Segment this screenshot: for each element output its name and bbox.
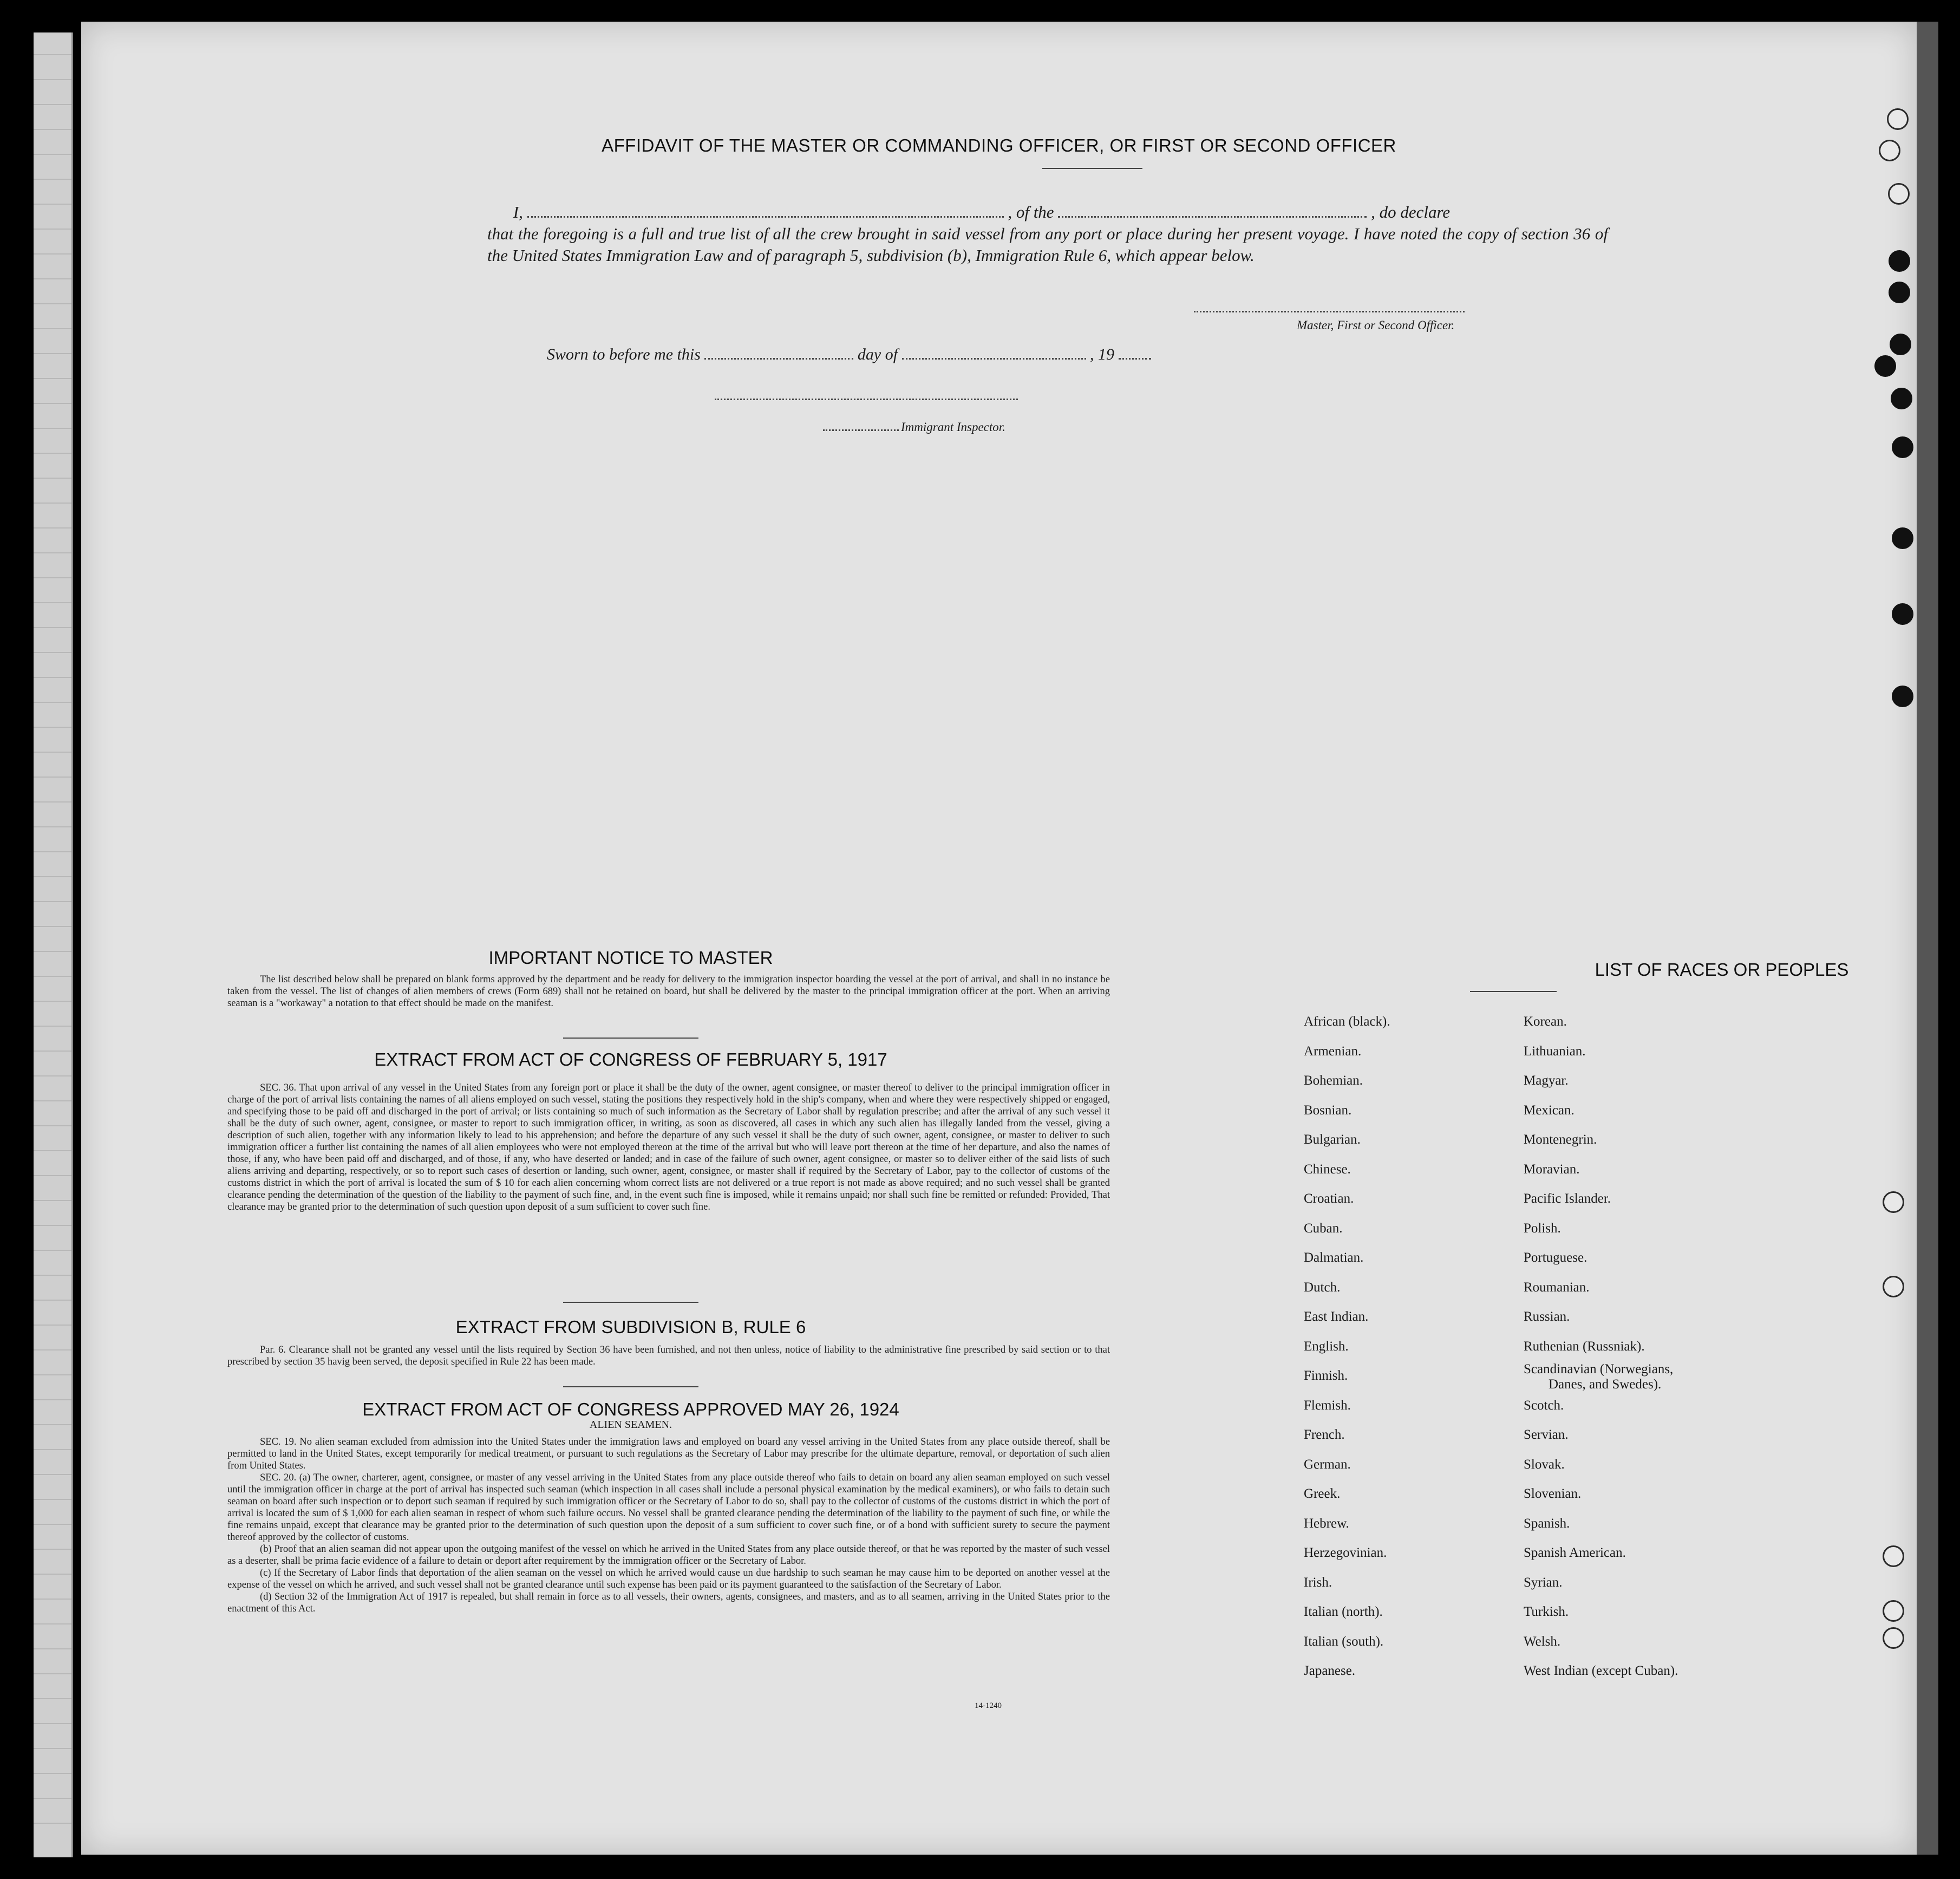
race-right: Servian.: [1524, 1427, 1569, 1442]
sec-19-paragraph: SEC. 19. No alien seaman excluded from admission into the United States under the immigration laws and employed on board any vessel arriving in the United States from any place outside thereof, shall be permitted to land in the United States, except temporarily for medical treatment, or pursuant to such regulations as the Secretary of Labor may prescribe for the ultimate departure, removal, or deportation of such alien from United States.: [227, 1437, 1110, 1471]
ruling-line: [34, 677, 71, 678]
race-right: Polish.: [1524, 1221, 1561, 1236]
binder-hole-icon: [1892, 436, 1913, 458]
ruling-line: [34, 1474, 71, 1475]
sec-20b-paragraph: (b) Proof that an alien seaman did not appear upon the outgoing manifest of the vessel on which he arrived in the United States from any place outside thereof, or that he was reported by the master of such vessel as a deserter, shall be prima facie evidence of a failure to detain or deport after requirement by the immigration officer or the Secretary of Labor.: [227, 1544, 1110, 1567]
binder-hole-icon: [1879, 140, 1900, 161]
race-left: Croatian.: [1304, 1191, 1354, 1206]
race-left: Bohemian.: [1304, 1073, 1363, 1088]
ruling-line: [34, 1698, 71, 1699]
race-right: Slovenian.: [1524, 1486, 1582, 1501]
ruling-line: [34, 926, 71, 927]
extract-1917-rule: [563, 1302, 698, 1303]
sec-20a-paragraph: SEC. 20. (a) The owner, charterer, agent, consignee, or master of any vessel arriving in the United States from any place outside thereof who fails to detain on board any alien seaman employed on such vessel until the immigration officer in charge at the port of arrival has inspected such seaman (which inspection in all cases shall include a personal physical examination by the medical examiners), or who fails to detain such seaman on board after such inspection or to deport such seaman if required by such immigration officer or the Secretary of Labor to do so, shall pay to the collector of customs of the customs district in which the port of arrival is located the sum of $ 1,000 for each alien seaman in respect of whom such failure occurs. No vessel shall be granted clearance pending the determination of the liability to the payment of such fine, or while the fine remains unpaid, except that clearance may be granted prior to the determination of such question upon the deposit of a sum sufficient to cover such fine, or of a bond with sufficient surety to secure the payment thereof approved by the collector of customs.: [227, 1472, 1110, 1543]
ruling-line: [34, 1100, 71, 1101]
ruling-line: [34, 1200, 71, 1201]
ruling-line: [34, 1374, 71, 1375]
ruling-line: [34, 1225, 71, 1226]
ruling-line: [34, 1798, 71, 1799]
binder-hole-icon: [1891, 388, 1912, 409]
inspector-caption-row: [823, 420, 1005, 434]
ruling-line: [34, 1026, 71, 1027]
notice-rule: [563, 1038, 698, 1039]
ruling-line: [34, 1349, 71, 1350]
binder-hole-icon: [1883, 1276, 1904, 1297]
ruling-line: [34, 1524, 71, 1525]
affidavit-body: [487, 201, 1608, 266]
binder-hole-icon: [1883, 1545, 1904, 1567]
sworn-line: [547, 345, 1151, 364]
ruling-line: [34, 1175, 71, 1176]
document-page: [81, 22, 1917, 1855]
race-left: Dutch.: [1304, 1280, 1341, 1295]
ruling-line: [34, 104, 71, 105]
extract-rule6-title: EXTRACT FROM SUBDIVISION B, RULE 6: [455, 1317, 806, 1337]
ruling-line: [34, 901, 71, 902]
notice-title: IMPORTANT NOTICE TO MASTER: [488, 948, 773, 968]
underlying-page-edge: [34, 32, 73, 1857]
race-right: Lithuanian.: [1524, 1044, 1586, 1059]
ruling-line: [34, 1424, 71, 1425]
binder-hole-icon: [1874, 355, 1896, 377]
race-left: German.: [1304, 1457, 1351, 1472]
race-left: Herzegovinian.: [1304, 1545, 1387, 1560]
ruling-line: [34, 478, 71, 479]
race-left: Italian (north).: [1304, 1604, 1383, 1619]
race-right: Turkish.: [1524, 1604, 1569, 1619]
title-rule: [1042, 168, 1142, 169]
month-blank[interactable]: [902, 358, 1086, 360]
ruling-line: [34, 1075, 71, 1076]
race-left: Hebrew.: [1304, 1516, 1349, 1531]
ruling-line: [34, 1773, 71, 1774]
binder-hole-icon: [1887, 108, 1909, 130]
ruling-line: [34, 552, 71, 553]
race-right: Spanish.: [1524, 1516, 1570, 1531]
sec-20c-paragraph: (c) If the Secretary of Labor finds that deportation of the alien seaman on the vessel on which he arrived would cause un due hardship to such seaman he may cause him to be deported on another vessel at the expense of the vessel on which he arrived, and such vessel shall not be granted clearance until such expense has been paid or its payment guaranteed to the satisfaction of the Secretary of Labor.: [227, 1568, 1110, 1590]
ruling-line: [34, 627, 71, 628]
inspector-caption: Immigrant Inspector.: [901, 420, 1005, 434]
section-36-paragraph: SEC. 36. That upon arrival of any vessel in the United States from any foreign port or place it shall be the duty of the owner, agent consignee, or master thereof to deliver to the principal immigration officer in charge of the port of arrival lists containing the names of all aliens employed on such vessel, stating the positions they respectively hold in the ship's company, when and where they were respectively shipped or engaged, and specifying those to be paid off and discharged in the port of arrival; or lists containing so much of such information as the Secretary of Labor shall by regulation prescribe; and after the arrival of any such vessel it shall be the duty of such owner, agent, consignee, or master to report to such immigration officer, in writing, as soon as discovered, all cases in which any such alien has illegally landed from the vessel, giving a description of such alien, together with any information likely to lead to his apprehension; and before the departure of any such vessel it shall be the duty of such owner, agent, consignee, or master to deliver to such immigration officer a further list containing the names of all alien employees who were not employed thereon at the time of the arrival but who will leave port thereon at the time of her departure, and also the names of those, if any, who have been paid off and discharged, and of those, if any, who have deserted or landed; and in case of the failure of such owner, agent consignee, or master so to deliver either of the said lists of such aliens arriving and departing, respectively, or so to report such cases of desertion or landing, such owner, agent, consignee, or master shall if required by the Secretary of Labor, pay to the collector of customs of the customs district in which the port of arrival is located the sum of $ 10 for each alien concerning whom correct lists are not delivered or a true report is not made as above required; and no such vessel shall be granted clearance pending the determination of the question of the liability to the payment of such fine, and, in the event such fine is imposed, while it remains unpaid; nor shall such fine be remitted or refunded: Provided, That clearance may be granted prior to the determination of such question upon deposit of a sum sufficient to cover such fine.: [227, 1082, 1110, 1212]
ruling-line: [34, 253, 71, 255]
ruling-line: [34, 229, 71, 230]
i-word: I,: [513, 203, 523, 221]
race-right: Welsh.: [1524, 1634, 1561, 1649]
ruling-line: [34, 378, 71, 379]
race-left: African (black).: [1304, 1014, 1390, 1029]
race-left: Armenian.: [1304, 1044, 1362, 1059]
race-right: Korean.: [1524, 1014, 1567, 1029]
ruling-line: [34, 1574, 71, 1575]
race-left: Greek.: [1304, 1486, 1341, 1501]
race-left: Finnish.: [1304, 1368, 1348, 1383]
extract-1917-text: [227, 1082, 1110, 1213]
do-declare-text: , do declare: [1371, 203, 1451, 221]
day-blank[interactable]: [704, 358, 853, 360]
race-left: Flemish.: [1304, 1398, 1351, 1413]
race-right: Roumanian.: [1524, 1280, 1590, 1295]
ruling-line: [34, 1250, 71, 1251]
ruling-line: [34, 527, 71, 529]
race-right: Ruthenian (Russniak).: [1524, 1339, 1645, 1354]
race-left: East Indian.: [1304, 1309, 1369, 1324]
race-right: Russian.: [1524, 1309, 1570, 1324]
ruling-line: [34, 777, 71, 778]
affidavit-title: AFFIDAVIT OF THE MASTER OR COMMANDING OFFICER, OR FIRST OR SECOND OFFICER: [602, 135, 1396, 155]
of-the-text: , of the: [1008, 203, 1054, 221]
extract-1917-title: EXTRACT FROM ACT OF CONGRESS OF FEBRUARY 5, 1917: [374, 1049, 887, 1069]
ruling-line: [34, 1549, 71, 1550]
race-right: Montenegrin.: [1524, 1132, 1597, 1147]
race-left: Irish.: [1304, 1575, 1332, 1590]
binder-hole-icon: [1892, 686, 1913, 707]
ruling-line: [34, 1623, 71, 1624]
ruling-line: [34, 1673, 71, 1674]
ruling-line: [34, 1499, 71, 1500]
notice-text: [227, 974, 1110, 1009]
ruling-line: [34, 876, 71, 877]
ruling-line: [34, 602, 71, 603]
ruling-line: [34, 702, 71, 703]
binder-hole-icon: [1890, 334, 1911, 355]
ruling-line: [34, 1648, 71, 1649]
ruling-line: [34, 1325, 71, 1326]
ruling-line: [34, 278, 71, 279]
binder-hole-icon: [1892, 527, 1913, 549]
ruling-line: [34, 129, 71, 130]
ruling-line: [34, 1051, 71, 1052]
form-number: 14-1240: [975, 1701, 1002, 1710]
ruling-line: [34, 1399, 71, 1400]
ruling-line: [34, 1823, 71, 1824]
ruling-line: [34, 976, 71, 977]
race-left: Dalmatian.: [1304, 1250, 1364, 1265]
notice-paragraph: The list described below shall be prepared on blank forms approved by the department and be ready for delivery to the immigration inspector boarding the vessel at the port of arrival, and shall in no instance be taken from the vessel. The list of changes of alien members of crews (Form 689) shall not be retained on board, but shall be delivered by the master to the principal immigration officer at the port. When an arriving seaman is a "workaway" a notation to that effect should be made on the manifest.: [227, 974, 1110, 1009]
binder-hole-icon: [1888, 183, 1910, 205]
sworn-prefix: Sworn to before me this: [547, 345, 701, 363]
vessel-blank[interactable]: [1058, 216, 1367, 218]
year-prefix: , 19: [1090, 345, 1115, 363]
ruling-line: [34, 303, 71, 304]
binder-hole-icon: [1889, 282, 1910, 303]
extract-1924-text: [227, 1436, 1110, 1615]
binder-hole-icon: [1883, 1627, 1904, 1649]
race-left: Japanese.: [1304, 1663, 1356, 1678]
race-left: Chinese.: [1304, 1162, 1351, 1177]
binder-hole-icon: [1883, 1191, 1904, 1213]
race-left: Italian (south).: [1304, 1634, 1384, 1649]
race-right: Magyar.: [1524, 1073, 1569, 1088]
ruling-line: [34, 826, 71, 827]
ruling-line: [34, 353, 71, 354]
ruling-line: [34, 1748, 71, 1749]
ruling-line: [34, 1449, 71, 1450]
races-title: LIST OF RACES OR PEOPLES: [1595, 960, 1849, 980]
race-right: Moravian.: [1524, 1162, 1580, 1177]
extract-rule6-rule: [563, 1386, 698, 1387]
master-signature-caption: Master, First or Second Officer.: [1297, 318, 1455, 332]
race-right: Slovak.: [1524, 1457, 1565, 1472]
races-rule: [1470, 991, 1557, 992]
ruling-line: [34, 1723, 71, 1724]
inspector-signature-line[interactable]: [715, 393, 1018, 403]
ruling-line: [34, 1599, 71, 1600]
ruling-line: [34, 453, 71, 454]
ruling-line: [34, 1275, 71, 1276]
ruling-line: [34, 851, 71, 852]
binder-hole-icon: [1892, 603, 1913, 625]
race-right: Mexican.: [1524, 1103, 1574, 1118]
race-left: English.: [1304, 1339, 1349, 1354]
extract-rule6-text: [227, 1344, 1110, 1368]
ruling-line: [34, 1150, 71, 1151]
race-right-continuation: Danes, and Swedes).: [1549, 1377, 1662, 1392]
ruling-line: [34, 1300, 71, 1301]
ruling-line: [34, 503, 71, 504]
day-of-text: day of: [857, 345, 898, 363]
binder-hole-icon: [1889, 250, 1910, 272]
year-blank[interactable]: [1119, 358, 1151, 360]
sec-20d-paragraph: (d) Section 32 of the Immigration Act of 1917 is repealed, but shall remain in force as to all vessels, their owners, agents, consignees, and masters, and as to all seamen, arriving in the United States prior to the enactment of this Act.: [227, 1591, 1110, 1614]
name-blank[interactable]: [527, 216, 1004, 218]
race-right: Pacific Islander.: [1524, 1191, 1611, 1206]
extract-1924-subtitle: ALIEN SEAMEN.: [589, 1419, 672, 1431]
extract-1924-title: EXTRACT FROM ACT OF CONGRESS APPROVED MAY 26, 1924: [362, 1399, 899, 1419]
ruling-line: [34, 1001, 71, 1002]
ruling-line: [34, 154, 71, 155]
ruling-line: [34, 752, 71, 753]
ruling-line: [34, 577, 71, 578]
binder-hole-icon: [1883, 1600, 1904, 1622]
race-right: Spanish American.: [1524, 1545, 1626, 1560]
ruling-line: [34, 1125, 71, 1126]
ruling-line: [34, 54, 71, 55]
ruling-line: [34, 179, 71, 180]
ruling-line: [34, 801, 71, 803]
race-left: Cuban.: [1304, 1221, 1343, 1236]
race-right: Portuguese.: [1524, 1250, 1587, 1265]
ruling-line: [34, 428, 71, 429]
ruling-line: [34, 204, 71, 205]
affidavit-statement: that the foregoing is a full and true list of all the crew brought in said vessel from any port or place during her present voyage. I have noted the copy of section 36 of the United States Immigration Law and of paragraph 5, subdivision (b), Immigration Rule 6, which appear below.: [487, 224, 1608, 265]
declaration-line: [487, 201, 1608, 223]
ruling-line: [34, 79, 71, 80]
race-right: Syrian.: [1524, 1575, 1563, 1590]
race-left: Bulgarian.: [1304, 1132, 1361, 1147]
master-signature-line[interactable]: [1194, 305, 1465, 315]
race-right: Scandinavian (Norwegians,: [1524, 1362, 1674, 1376]
race-right: West Indian (except Cuban).: [1524, 1663, 1678, 1678]
race-left: Bosnian.: [1304, 1103, 1352, 1118]
ruling-line: [34, 951, 71, 952]
race-right: Scotch.: [1524, 1398, 1564, 1413]
page-binding-edge: [1917, 22, 1938, 1855]
ruling-line: [34, 403, 71, 404]
ruling-line: [34, 727, 71, 728]
ruling-line: [34, 652, 71, 653]
ruling-line: [34, 328, 71, 329]
race-left: French.: [1304, 1427, 1345, 1442]
par-6-paragraph: Par. 6. Clearance shall not be granted any vessel until the lists required by Section 36 have been furnished, and not then unless, notice of liability to the administrative fine prescribed by said section or to that prescribed by section 35 havig been served, the deposit specified in Rule 22 has been made.: [227, 1345, 1110, 1367]
